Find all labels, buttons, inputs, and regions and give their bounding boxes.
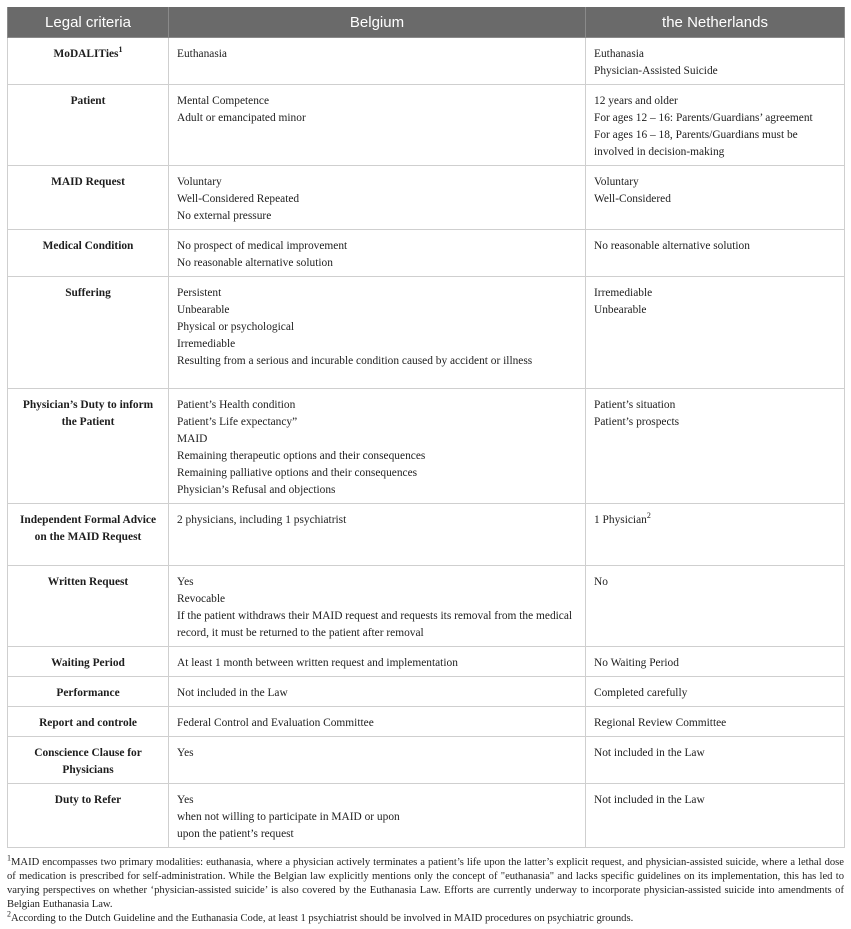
netherlands-item bbox=[594, 302, 836, 319]
belgium-cell bbox=[169, 707, 586, 737]
criterion-cell bbox=[8, 85, 169, 166]
belgium-item bbox=[177, 431, 577, 448]
belgium-item-text: Remaining palliative options and their consequences bbox=[177, 467, 418, 479]
criterion-cell bbox=[8, 166, 169, 230]
table-row bbox=[8, 737, 845, 784]
netherlands-item bbox=[594, 414, 836, 431]
netherlands-item-text: 12 years and older bbox=[594, 95, 678, 107]
netherlands-cell bbox=[586, 784, 845, 848]
belgium-cell bbox=[169, 389, 586, 504]
netherlands-item bbox=[594, 238, 836, 255]
table-row bbox=[8, 566, 845, 647]
footnotes bbox=[7, 848, 844, 926]
belgium-item-text: Adult or emancipated minor bbox=[177, 112, 306, 124]
belgium-item-text: Resulting from a serious and incurable condition caused by accident or illness bbox=[177, 355, 533, 367]
belgium-item-text: Federal Control and Evaluation Committee bbox=[177, 717, 374, 729]
belgium-item-text: Physical or psychological bbox=[177, 321, 295, 333]
criterion-label: Report and controle bbox=[39, 717, 137, 729]
netherlands-item bbox=[594, 174, 836, 191]
belgium-item-text: Yes bbox=[177, 794, 194, 806]
belgium-cell bbox=[169, 566, 586, 647]
netherlands-cell bbox=[586, 707, 845, 737]
belgium-item bbox=[177, 208, 577, 225]
belgium-item-text: Yes bbox=[177, 576, 194, 588]
header-legal-criteria: Legal criteria bbox=[8, 7, 169, 38]
netherlands-cell bbox=[586, 230, 845, 277]
criterion-label: Waiting Period bbox=[51, 657, 125, 669]
criterion-cell bbox=[8, 784, 169, 848]
table-row bbox=[8, 677, 845, 707]
belgium-item-text: Patient’s Life expectancy” bbox=[177, 416, 298, 428]
netherlands-cell bbox=[586, 277, 845, 389]
criterion-cell bbox=[8, 389, 169, 504]
criterion-label: Written Request bbox=[47, 576, 129, 588]
belgium-item bbox=[177, 238, 577, 255]
table-header bbox=[8, 7, 845, 38]
belgium-item bbox=[177, 512, 577, 529]
criterion-cell bbox=[8, 677, 169, 707]
belgium-cell bbox=[169, 166, 586, 230]
netherlands-item-text: Euthanasia bbox=[594, 48, 644, 60]
netherlands-cell bbox=[586, 38, 845, 85]
belgium-cell bbox=[169, 677, 586, 707]
table-body bbox=[8, 38, 845, 848]
criterion-label: Duty to Refer bbox=[54, 794, 122, 806]
criterion-cell bbox=[8, 230, 169, 277]
belgium-item bbox=[177, 685, 577, 702]
netherlands-cell bbox=[586, 504, 845, 566]
belgium-item-text: Voluntary bbox=[177, 176, 222, 188]
netherlands-item-text: 1 Physician bbox=[594, 514, 647, 526]
criterion-cell bbox=[8, 566, 169, 647]
belgium-cell bbox=[169, 230, 586, 277]
belgium-item-text: Well-Considered Repeated bbox=[177, 193, 300, 205]
belgium-item-text: If the patient withdraws their MAID request and requests its removal from the medical record, it must be returned to the patient after removal bbox=[177, 610, 573, 639]
belgium-item-text: Mental Competence bbox=[177, 95, 270, 107]
table-row bbox=[8, 647, 845, 677]
footnote-mark: 1 bbox=[7, 853, 11, 863]
netherlands-item bbox=[594, 191, 836, 208]
netherlands-item bbox=[594, 655, 836, 672]
footnote-ref: 1 bbox=[118, 45, 123, 55]
netherlands-cell bbox=[586, 389, 845, 504]
belgium-item bbox=[177, 414, 577, 431]
header-netherlands: the Netherlands bbox=[586, 7, 845, 38]
netherlands-item-text: No Waiting Period bbox=[594, 657, 679, 669]
belgium-item bbox=[177, 353, 577, 370]
netherlands-item-text: No bbox=[594, 576, 608, 588]
footnote-2 bbox=[7, 909, 844, 926]
netherlands-item bbox=[594, 574, 836, 591]
belgium-item bbox=[177, 809, 577, 826]
belgium-item-text: upon the patient’s request bbox=[177, 828, 294, 840]
netherlands-item bbox=[594, 93, 836, 110]
belgium-cell bbox=[169, 504, 586, 566]
criterion-cell bbox=[8, 504, 169, 566]
belgium-item-text: No prospect of medical improvement bbox=[177, 240, 348, 252]
belgium-item bbox=[177, 574, 577, 591]
belgium-item bbox=[177, 174, 577, 191]
belgium-item bbox=[177, 46, 577, 63]
table-row bbox=[8, 166, 845, 230]
belgium-item-text: Remaining therapeutic options and their consequences bbox=[177, 450, 426, 462]
belgium-item-text: No reasonable alternative solution bbox=[177, 257, 333, 269]
table-row bbox=[8, 230, 845, 277]
belgium-item bbox=[177, 448, 577, 465]
belgium-item-text: Persistent bbox=[177, 287, 222, 299]
belgium-item bbox=[177, 715, 577, 732]
netherlands-item-text: Not included in the Law bbox=[594, 747, 705, 759]
netherlands-item-text: Physician-Assisted Suicide bbox=[594, 65, 718, 77]
belgium-item bbox=[177, 336, 577, 353]
netherlands-item bbox=[594, 792, 836, 809]
netherlands-item bbox=[594, 745, 836, 762]
criterion-label: Conscience Clause for Physicians bbox=[34, 747, 142, 776]
criterion-cell bbox=[8, 38, 169, 85]
netherlands-item bbox=[594, 127, 836, 161]
netherlands-item-text: Regional Review Committee bbox=[594, 717, 727, 729]
netherlands-cell bbox=[586, 737, 845, 784]
belgium-item bbox=[177, 255, 577, 272]
criterion-label: Suffering bbox=[65, 287, 111, 299]
belgium-item bbox=[177, 591, 577, 608]
netherlands-item bbox=[594, 715, 836, 732]
netherlands-item bbox=[594, 512, 836, 529]
belgium-cell bbox=[169, 647, 586, 677]
footnote-1 bbox=[7, 853, 844, 912]
netherlands-item-text: Patient’s prospects bbox=[594, 416, 680, 428]
belgium-item-text: Irremediable bbox=[177, 338, 236, 350]
netherlands-item-text: Well-Considered bbox=[594, 193, 671, 205]
table-row bbox=[8, 38, 845, 85]
belgium-item bbox=[177, 110, 577, 127]
criterion-label: Medical Condition bbox=[42, 240, 134, 252]
belgium-item bbox=[177, 465, 577, 482]
criterion-label: MAID Request bbox=[51, 176, 125, 188]
belgium-item-text: Yes bbox=[177, 747, 194, 759]
table-row bbox=[8, 277, 845, 389]
netherlands-item bbox=[594, 285, 836, 302]
belgium-cell bbox=[169, 38, 586, 85]
criterion-label: MoDALITies bbox=[53, 48, 119, 60]
belgium-item-text: Revocable bbox=[177, 593, 226, 605]
footnote-ref: 2 bbox=[646, 511, 651, 521]
netherlands-cell bbox=[586, 677, 845, 707]
belgium-item-text: Physician’s Refusal and objections bbox=[177, 484, 336, 496]
table-row bbox=[8, 85, 845, 166]
table-row bbox=[8, 389, 845, 504]
netherlands-item-text: Not included in the Law bbox=[594, 794, 705, 806]
comparison-table-container bbox=[7, 7, 844, 926]
belgium-item bbox=[177, 792, 577, 809]
belgium-item-text: Patient’s Health condition bbox=[177, 399, 296, 411]
belgium-item-text: when not willing to participate in MAID or upon bbox=[177, 811, 400, 823]
netherlands-cell bbox=[586, 566, 845, 647]
netherlands-item-text: Completed carefully bbox=[594, 687, 688, 699]
belgium-item bbox=[177, 482, 577, 499]
netherlands-item bbox=[594, 46, 836, 63]
criterion-label: Independent Formal Advice on the MAID Request bbox=[19, 514, 157, 543]
netherlands-item-text: Voluntary bbox=[594, 176, 639, 188]
footnote-text: According to the Dutch Guideline and the Euthanasia Code, at least 1 psychiatrist should be involved in MAID procedures on psychiatric grounds. bbox=[11, 913, 634, 924]
netherlands-item bbox=[594, 63, 836, 80]
belgium-item bbox=[177, 826, 577, 843]
netherlands-cell bbox=[586, 85, 845, 166]
belgium-item bbox=[177, 319, 577, 336]
criterion-label: Performance bbox=[56, 687, 120, 699]
belgium-item bbox=[177, 191, 577, 208]
belgium-item-text: Euthanasia bbox=[177, 48, 227, 60]
belgium-item bbox=[177, 93, 577, 110]
footnote-mark: 2 bbox=[7, 909, 11, 919]
belgium-item bbox=[177, 285, 577, 302]
table-row bbox=[8, 707, 845, 737]
belgium-item-text: Unbearable bbox=[177, 304, 230, 316]
netherlands-item-text: For ages 12 – 16: Parents/Guardians’ agreement bbox=[594, 112, 813, 124]
belgium-item bbox=[177, 655, 577, 672]
netherlands-item-text: Irremediable bbox=[594, 287, 653, 299]
belgium-cell bbox=[169, 784, 586, 848]
legal-criteria-table bbox=[7, 7, 845, 848]
criterion-cell bbox=[8, 737, 169, 784]
table-row bbox=[8, 504, 845, 566]
belgium-cell bbox=[169, 85, 586, 166]
netherlands-item bbox=[594, 685, 836, 702]
belgium-cell bbox=[169, 737, 586, 784]
belgium-item-text: No external pressure bbox=[177, 210, 272, 222]
criterion-cell bbox=[8, 707, 169, 737]
belgium-item-text: At least 1 month between written request and implementation bbox=[177, 657, 458, 669]
netherlands-item-text: Unbearable bbox=[594, 304, 647, 316]
belgium-cell bbox=[169, 277, 586, 389]
netherlands-item-text: No reasonable alternative solution bbox=[594, 240, 750, 252]
belgium-item-text: MAID bbox=[177, 433, 208, 445]
belgium-item bbox=[177, 302, 577, 319]
criterion-cell bbox=[8, 277, 169, 389]
criterion-label: Physician’s Duty to inform the Patient bbox=[22, 399, 154, 428]
netherlands-item-text: Patient’s situation bbox=[594, 399, 676, 411]
belgium-item bbox=[177, 608, 577, 642]
netherlands-item-text: For ages 16 – 18, Parents/Guardians must be involved in decision-making bbox=[594, 129, 798, 158]
belgium-item-text: Not included in the Law bbox=[177, 687, 288, 699]
netherlands-cell bbox=[586, 166, 845, 230]
footnote-text: MAID encompasses two primary modalities: euthanasia, where a physician actively terminates a patient’s life upon the latter’s explicit request, and physician-assisted suicide, where a lethal dose of medication is prescribed for self-administration. While the Belgian law explicitly mentions only the concept of "euthanasia" and lacks specific guidelines on its implementation, this has led to varying perspectives on whether ‘physician-assisted suicide’ is also covered by the Euthanasia Law. Efforts are currently underway to incorporate physician-assisted suicide into amendments of Belgian Euthanasia Law. bbox=[7, 857, 844, 910]
belgium-item-text: 2 physicians, including 1 psychiatrist bbox=[177, 514, 347, 526]
table-row bbox=[8, 784, 845, 848]
criterion-cell bbox=[8, 647, 169, 677]
belgium-item bbox=[177, 397, 577, 414]
header-belgium: Belgium bbox=[169, 7, 586, 38]
criterion-label: Patient bbox=[70, 95, 106, 107]
netherlands-item bbox=[594, 110, 836, 127]
belgium-item bbox=[177, 745, 577, 762]
netherlands-cell bbox=[586, 647, 845, 677]
netherlands-item bbox=[594, 397, 836, 414]
